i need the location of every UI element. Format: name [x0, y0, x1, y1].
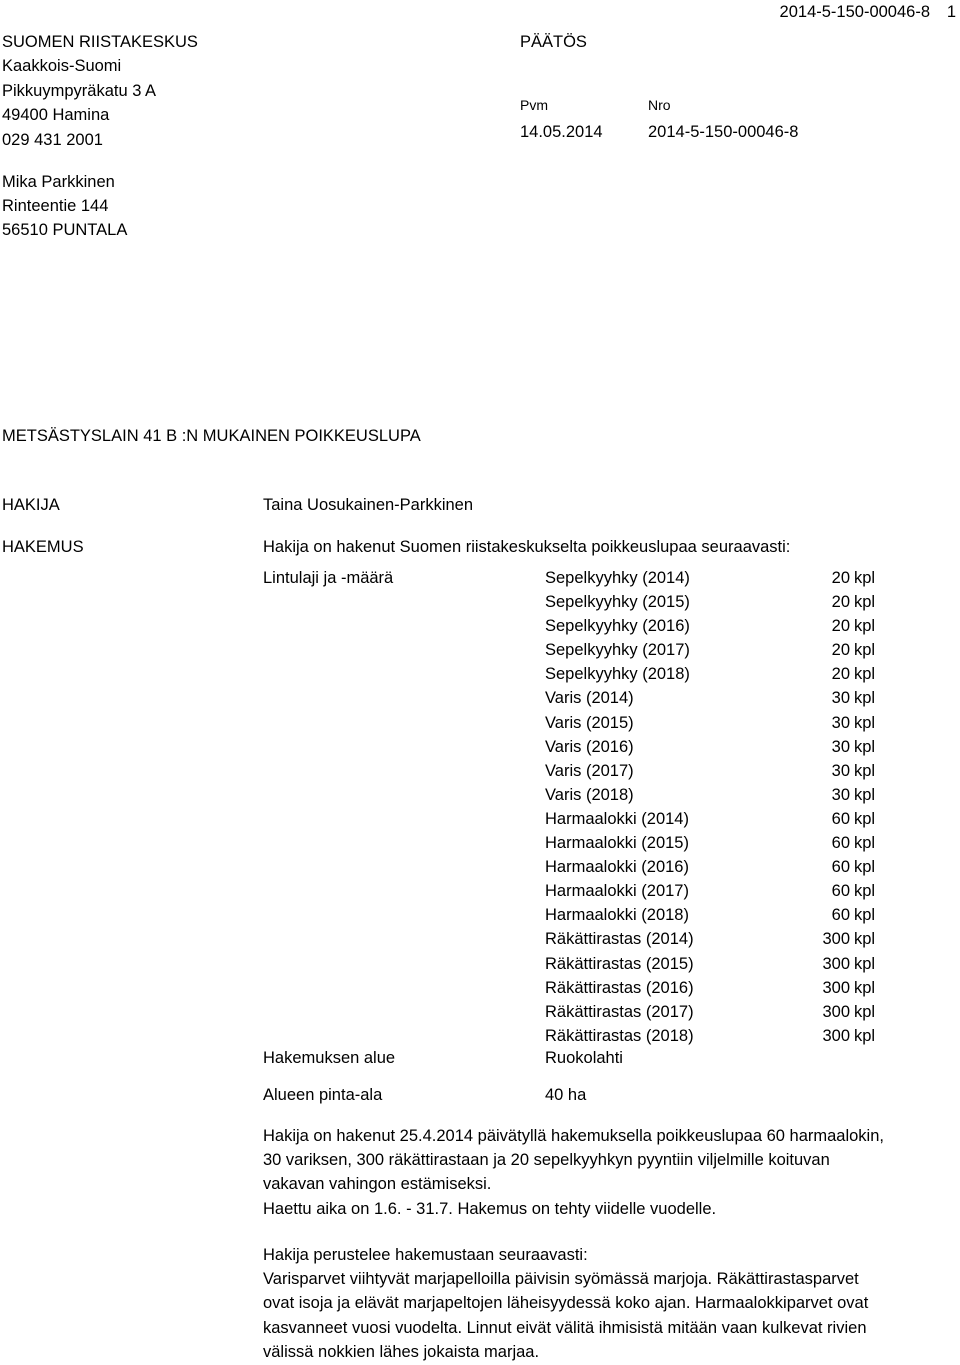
- species-unit: kpl: [854, 689, 876, 708]
- sender-phone: 029 431 2001: [2, 130, 103, 149]
- species-qty: 20: [831, 617, 850, 636]
- page-number: 1: [946, 3, 956, 21]
- species-name: Räkättirastas (2016): [545, 978, 694, 997]
- species-qty: 60: [831, 809, 850, 828]
- species-row: [545, 879, 885, 903]
- species-row: [545, 903, 885, 927]
- sender-address: [2, 30, 198, 152]
- summary-line: Haettu aika on 1.6. - 31.7. Hakemus on tehty viidelle vuodelle.: [263, 1199, 717, 1218]
- species-row: [545, 783, 885, 807]
- document-title: METSÄSTYSLAIN 41 B :N MUKAINEN POIKKEUSLUPA: [2, 427, 421, 445]
- species-list: [545, 566, 885, 1048]
- species-row: [545, 1024, 885, 1048]
- species-row: [545, 638, 885, 662]
- species-unit: kpl: [854, 834, 876, 853]
- sender-city: 49400 Hamina: [2, 106, 110, 125]
- species-row: [545, 952, 885, 976]
- species-row: [545, 976, 885, 1000]
- species-qty: 300: [822, 1026, 850, 1045]
- sender-unit: Kaakkois-Suomi: [2, 57, 122, 76]
- species-name: Räkättirastas (2017): [545, 1002, 694, 1021]
- species-name: Sepelkyyhky (2016): [545, 617, 690, 636]
- species-unit: kpl: [854, 930, 876, 949]
- species-unit: kpl: [854, 617, 876, 636]
- recipient-name: Mika Parkkinen: [2, 173, 115, 191]
- species-name: Varis (2016): [545, 737, 634, 756]
- document-id: 2014-5-150-00046-8: [779, 3, 930, 21]
- summary-line: Hakija on hakenut 25.4.2014 päivätyllä hakemuksella poikkeuslupaa 60 harmaalokin,: [263, 1127, 884, 1145]
- species-qty: 30: [831, 761, 850, 780]
- justification-line: Hakija perustelee hakemustaan seuraavasti:: [263, 1246, 588, 1264]
- species-qty: 20: [831, 665, 850, 684]
- species-row: [545, 855, 885, 879]
- species-unit: kpl: [854, 858, 876, 877]
- species-unit: kpl: [854, 737, 876, 756]
- species-unit: kpl: [854, 713, 876, 732]
- species-name: Harmaalokki (2014): [545, 809, 689, 828]
- species-unit: kpl: [854, 809, 876, 828]
- species-row: [545, 759, 885, 783]
- area-value: Ruokolahti: [545, 1049, 623, 1067]
- species-name: Sepelkyyhky (2015): [545, 593, 690, 612]
- species-unit: kpl: [854, 978, 876, 997]
- species-qty: 60: [831, 906, 850, 925]
- justification-line: ovat isoja ja elävät marjapeltojen läheisyydessä koko ajan. Harmaalokkiparvet ovat: [263, 1294, 869, 1313]
- species-qty: 60: [831, 882, 850, 901]
- hakemus-label: HAKEMUS: [2, 538, 84, 556]
- species-name: Harmaalokki (2015): [545, 834, 689, 853]
- hakija-name: Taina Uosukainen-Parkkinen: [263, 496, 474, 514]
- number-label: Nro: [648, 97, 671, 113]
- species-qty: 300: [822, 978, 850, 997]
- species-row: [545, 590, 885, 614]
- species-qty: 300: [822, 1002, 850, 1021]
- area-label: Hakemuksen alue: [263, 1049, 396, 1067]
- species-qty: 30: [831, 689, 850, 708]
- species-row: [545, 614, 885, 638]
- application-justification: [263, 1243, 953, 1364]
- species-row: [545, 566, 885, 590]
- species-name: Harmaalokki (2016): [545, 858, 689, 877]
- species-row: [545, 927, 885, 951]
- justification-line: Varisparvet viihtyvät marjapelloilla päivisin syömässä marjoja. Räkättirastasparvet: [263, 1270, 859, 1289]
- species-unit: kpl: [854, 761, 876, 780]
- species-qty: 20: [831, 569, 850, 587]
- justification-line: välissä nokkien lähes jokaista marjaa.: [263, 1342, 540, 1361]
- summary-line: vakavan vahingon estämiseksi.: [263, 1175, 492, 1194]
- species-row: [545, 807, 885, 831]
- species-row: [545, 1000, 885, 1024]
- species-unit: kpl: [854, 1026, 876, 1045]
- area-size-label: Alueen pinta-ala: [263, 1086, 383, 1104]
- species-name: Sepelkyyhky (2014): [545, 569, 690, 587]
- species-unit: kpl: [854, 1002, 876, 1021]
- species-row: [545, 662, 885, 686]
- species-name: Varis (2014): [545, 689, 634, 708]
- species-unit: kpl: [854, 665, 876, 684]
- species-unit: kpl: [854, 593, 876, 612]
- recipient-city: 56510 PUNTALA: [2, 221, 128, 240]
- species-unit: kpl: [854, 882, 876, 901]
- hakemus-intro: Hakija on hakenut Suomen riistakeskukselta poikkeuslupaa seuraavasti:: [263, 538, 791, 556]
- summary-line: 30 variksen, 300 räkättirastaan ja 20 sepelkyyhkyn pyyntiin viljelmille koituvan: [263, 1151, 830, 1170]
- species-name: Harmaalokki (2017): [545, 882, 689, 901]
- species-qty: 30: [831, 785, 850, 804]
- species-unit: kpl: [854, 569, 876, 587]
- species-name: Sepelkyyhky (2017): [545, 641, 690, 660]
- species-qty: 300: [822, 930, 850, 949]
- species-name: Varis (2018): [545, 785, 634, 804]
- species-name: Varis (2015): [545, 713, 634, 732]
- species-row: [545, 711, 885, 735]
- justification-line: kasvanneet vuosi vuodelta. Linnut eivät välitä ihmisistä mitään vaan kulkevat rivien: [263, 1318, 867, 1337]
- species-unit: kpl: [854, 954, 876, 973]
- sender-org: SUOMEN RIISTAKESKUS: [2, 33, 198, 51]
- species-qty: 30: [831, 713, 850, 732]
- species-name: Räkättirastas (2018): [545, 1026, 694, 1045]
- species-qty: 60: [831, 858, 850, 877]
- species-qty: 20: [831, 641, 850, 660]
- document-number: 2014-5-150-00046-8: [648, 123, 799, 141]
- hakija-label: HAKIJA: [2, 496, 60, 514]
- species-name: Räkättirastas (2014): [545, 930, 694, 949]
- species-unit: kpl: [854, 906, 876, 925]
- species-unit: kpl: [854, 785, 876, 804]
- species-name: Harmaalokki (2018): [545, 906, 689, 925]
- sender-street: Pikkuympyräkatu 3 A: [2, 81, 157, 100]
- species-row: [545, 686, 885, 710]
- species-row: [545, 735, 885, 759]
- recipient-street: Rinteentie 144: [2, 197, 109, 216]
- application-summary: [263, 1124, 953, 1221]
- area-size-value: 40 ha: [545, 1086, 587, 1104]
- recipient-address: [2, 170, 127, 243]
- species-unit: kpl: [854, 641, 876, 660]
- document-type: PÄÄTÖS: [520, 33, 587, 51]
- species-qty: 30: [831, 737, 850, 756]
- species-label: Lintulaji ja -määrä: [263, 569, 394, 587]
- document-date: 14.05.2014: [520, 123, 603, 141]
- species-name: Sepelkyyhky (2018): [545, 665, 690, 684]
- species-name: Räkättirastas (2015): [545, 954, 694, 973]
- species-qty: 300: [822, 954, 850, 973]
- species-name: Varis (2017): [545, 761, 634, 780]
- species-row: [545, 831, 885, 855]
- species-qty: 20: [831, 593, 850, 612]
- species-qty: 60: [831, 834, 850, 853]
- date-label: Pvm: [520, 97, 548, 113]
